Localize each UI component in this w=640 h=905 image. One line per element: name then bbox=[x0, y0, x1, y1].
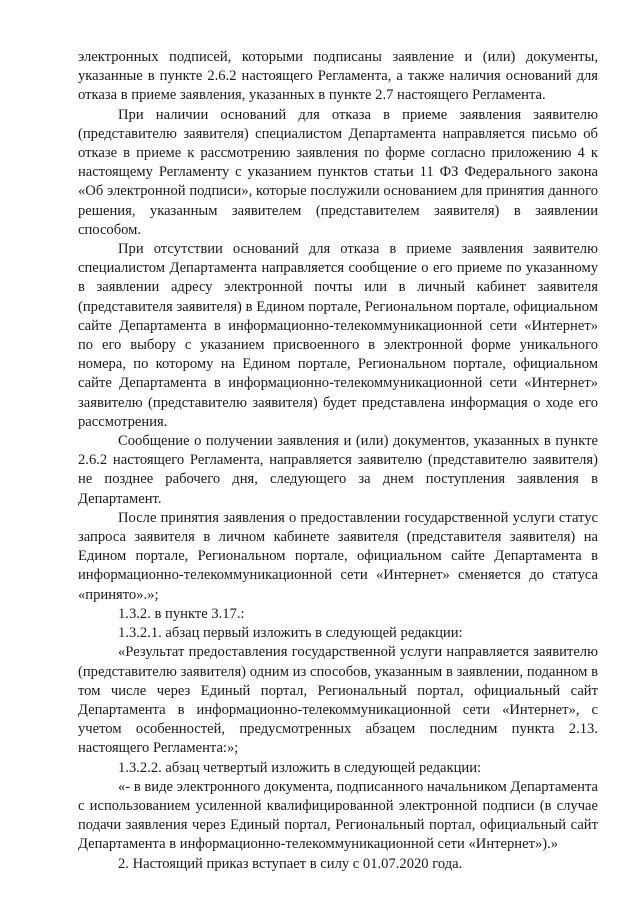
paragraph-item-1-3-2-1: 1.3.2.1. абзац первый изложить в следующей редакции: bbox=[118, 625, 463, 642]
paragraph-no-refusal-grounds: При отсутствии оснований для отказа в приеме заявления заявителю специалистом Департамента направляется сообщение о его приеме по указанному в заявлении адресу электронной почты или в личный кабинет заявителя (представителя заявителя) в Едином портале, Региональном портале, официальном сайте Департамента в информационно-телекоммуникационной сети «Интернет» по его выбору с указанием присвоенного в электронной форме уникального номера, по которому на Едином портале, Региональном портале, официальном сайте Департамента в информационно-телекоммуникационной сети «Интернет» заявителю (представителю заявителя) будет представлена информация о ходе его рассмотрения. bbox=[78, 241, 598, 430]
document-page bbox=[78, 48, 598, 874]
paragraph-electronic-document: «- в виде электронного документа, подписанного начальником Департамента с использованием усиленной квалифицированной электронной подписи (в случае подачи заявления через Единый портал, Региональный портал, официальный сайт Департамента в информационно-телекоммуникационной сети «Интернет»).» bbox=[78, 778, 598, 853]
paragraph-refusal-grounds: При наличии оснований для отказа в приеме заявления заявителю (представителю заявителя) специалистом Департамента направляется письмо об отказе в приеме к рассмотрению заявления по форме согласно приложению 4 к настоящему Регламенту с указанием пунктов статьи 11 ФЗ Федерального закона «Об электронной подписи», которые послужили основанием для принятия данного решения, указанным заявителем (представителем заявителя) в заявлении способом. bbox=[78, 106, 598, 238]
paragraph-item-1-3-2: 1.3.2. в пункте 3.17.: bbox=[118, 605, 245, 622]
paragraph-item-1-3-2-2: 1.3.2.2. абзац четвертый изложить в следующей редакции: bbox=[118, 759, 482, 776]
paragraph-effective-date: 2. Настоящий приказ вступает в силу с 01.07.2020 года. bbox=[118, 855, 463, 872]
paragraph-continuation: электронных подписей, которыми подписаны заявление и (или) документы, указанные в пункте 2.6.2 настоящего Регламента, а также наличия оснований для отказа в приеме заявления, указанных в пункте 2.7 настоящего Регламента. bbox=[78, 49, 598, 104]
paragraph-result-delivery: «Результат предоставления государственной услуги направляется заявителю (представителю заявителя) одним из способов, указанным в заявлении, поданном в том числе через Единый портал, Региональный портал, официальный сайт Департамента в информационно-телекоммуникационной сети «Интернет», с учетом особенностей, предусмотренных абзацем последним пункта 2.13. настоящего Регламента:»; bbox=[78, 644, 598, 757]
paragraph-status-change: После принятия заявления о предоставлении государственной услуги статус запроса заявителя в личном кабинете заявителя (представителя заявителя) на Едином портале, Региональном портале, официальном сайте Департамента в информационно-телекоммуникационной сети «Интернет» сменяется до статуса «принято».»; bbox=[78, 509, 598, 603]
paragraph-receipt-message: Сообщение о получении заявления и (или) документов, указанных в пункте 2.6.2 настоящего Регламента, направляется заявителю (представителю заявителя) не позднее рабочего дня, следующего за днем поступления заявления в Департамент. bbox=[78, 433, 598, 507]
